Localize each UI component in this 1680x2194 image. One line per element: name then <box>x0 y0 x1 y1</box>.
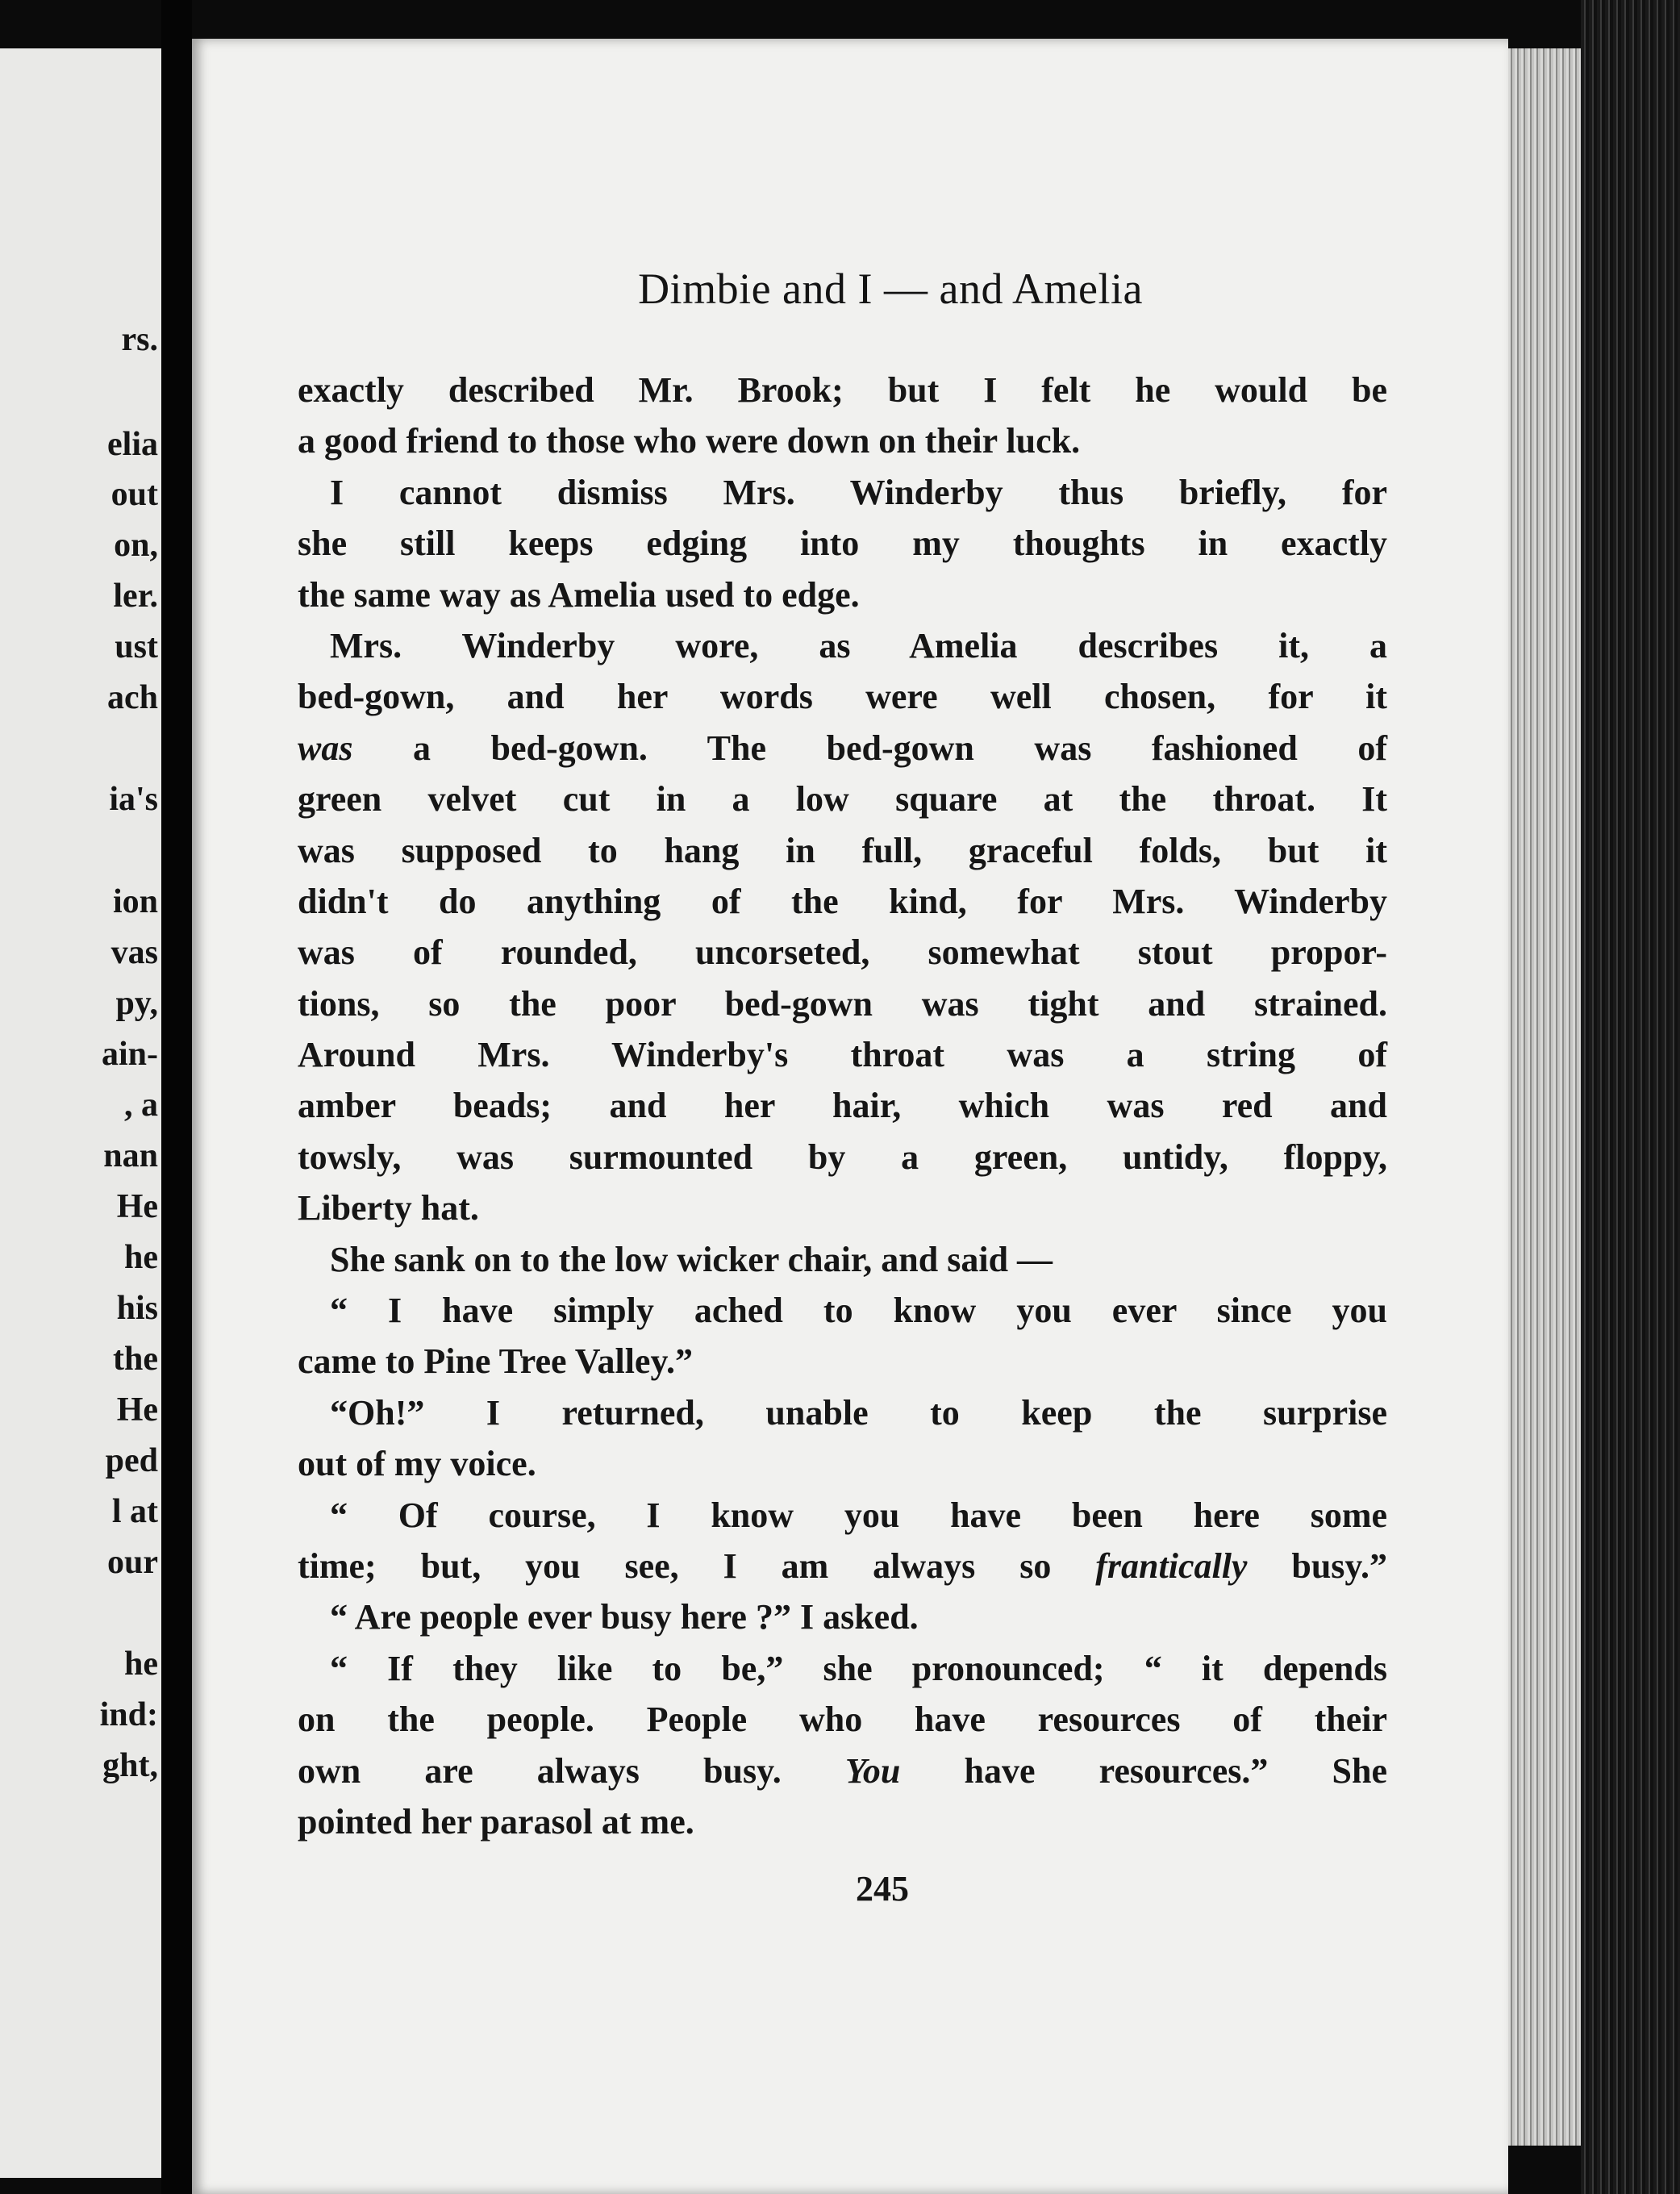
text-line: amber beads; and her hair, which was red and <box>298 1086 1387 1126</box>
left-fragment: , a <box>124 1087 158 1124</box>
text-line: a good friend to those who were down on their luck. <box>298 421 1081 461</box>
text-line: pointed her parasol at me. <box>298 1801 694 1842</box>
left-fragment: ust <box>115 628 158 665</box>
left-fragment: the <box>113 1341 158 1378</box>
left-fragment: ain- <box>101 1036 158 1073</box>
left-fragment: l at <box>111 1493 158 1530</box>
text-line: time; but, you see, I am always so frantically busy.” <box>298 1545 1387 1586</box>
text-line: didn't do anything of the kind, for Mrs. Winderby <box>298 881 1387 921</box>
text-line: She sank on to the low wicker chair, and said — <box>330 1239 1053 1279</box>
left-fragment: vas <box>110 934 158 971</box>
text-line: own are always busy. You have resources.” She <box>298 1750 1387 1791</box>
book-gutter <box>161 0 192 2194</box>
text-line: Mrs. Winderby wore, as Amelia describes it, a <box>330 625 1387 665</box>
text-line: bed-gown, and her words were well chosen, for it <box>298 677 1387 717</box>
left-fragment: he <box>124 1239 158 1276</box>
left-fragment: ind: <box>99 1696 158 1733</box>
emphasis: was <box>298 728 353 768</box>
running-head: Dimbie and I — and Amelia <box>638 265 1143 313</box>
text-line: out of my voice. <box>298 1444 536 1484</box>
left-fragment: our <box>107 1544 158 1581</box>
body-text <box>298 365 1387 1847</box>
left-fragment: ler. <box>113 578 158 615</box>
text-line: “ Of course, I know you have been here some <box>330 1495 1387 1535</box>
emphasis: You <box>844 1750 901 1791</box>
text-line: “Oh!” I returned, unable to keep the surprise <box>330 1392 1387 1433</box>
text-line: I cannot dismiss Mrs. Winderby thus briefly, for <box>330 472 1387 512</box>
left-fragment: nan <box>103 1137 158 1174</box>
previous-page-fragment <box>0 48 161 2178</box>
left-fragment: ght, <box>102 1747 158 1784</box>
text-line: came to Pine Tree Valley.” <box>298 1341 694 1382</box>
left-fragment: He <box>116 1188 158 1225</box>
book-cover-edge <box>1581 0 1680 2194</box>
left-fragment: on, <box>114 527 158 564</box>
text-line: was a bed-gown. The bed-gown was fashioned of <box>298 728 1387 768</box>
text-line: towsly, was surmounted by a green, untidy, floppy, <box>298 1137 1387 1177</box>
left-fragment: ped <box>105 1442 158 1479</box>
book-page <box>192 39 1508 2194</box>
text-line: on the people. People who have resources of their <box>298 1700 1387 1740</box>
left-fragment: he <box>124 1646 158 1683</box>
left-fragment: ion <box>112 883 158 920</box>
left-fragment: his <box>116 1290 158 1327</box>
left-fragment: ach <box>107 679 158 716</box>
emphasis: frantically <box>1095 1545 1248 1586</box>
left-fragment: rs. <box>121 321 158 358</box>
left-fragment: elia <box>107 426 158 463</box>
text-line: “ I have simply ached to know you ever since you <box>330 1291 1387 1331</box>
text-line: exactly described Mr. Brook; but I felt he would be <box>298 370 1387 410</box>
text-line: she still keeps edging into my thoughts in exactly <box>298 523 1387 564</box>
text-line: green velvet cut in a low square at the throat. It <box>298 779 1387 820</box>
text-line: was supposed to hang in full, graceful folds, but it <box>298 830 1387 870</box>
text-line: Around Mrs. Winderby's throat was a string of <box>298 1035 1387 1075</box>
left-fragment: py, <box>115 985 158 1022</box>
left-fragment: He <box>116 1391 158 1429</box>
text-line: the same way as Amelia used to edge. <box>298 574 860 615</box>
text-line: was of rounded, uncorseted, somewhat stout propor- <box>298 932 1387 973</box>
text-line: “ If they like to be,” she pronounced; “ it depends <box>330 1648 1387 1688</box>
left-fragment: out <box>110 476 158 513</box>
text-line: Liberty hat. <box>298 1188 479 1228</box>
left-fragment: ia's <box>109 781 158 818</box>
page-edges <box>1508 48 1581 2146</box>
text-line: tions, so the poor bed-gown was tight and strained. <box>298 983 1387 1024</box>
page-number: 245 <box>856 1869 909 1908</box>
text-line: “ Are people ever busy here ?” I asked. <box>330 1597 919 1637</box>
